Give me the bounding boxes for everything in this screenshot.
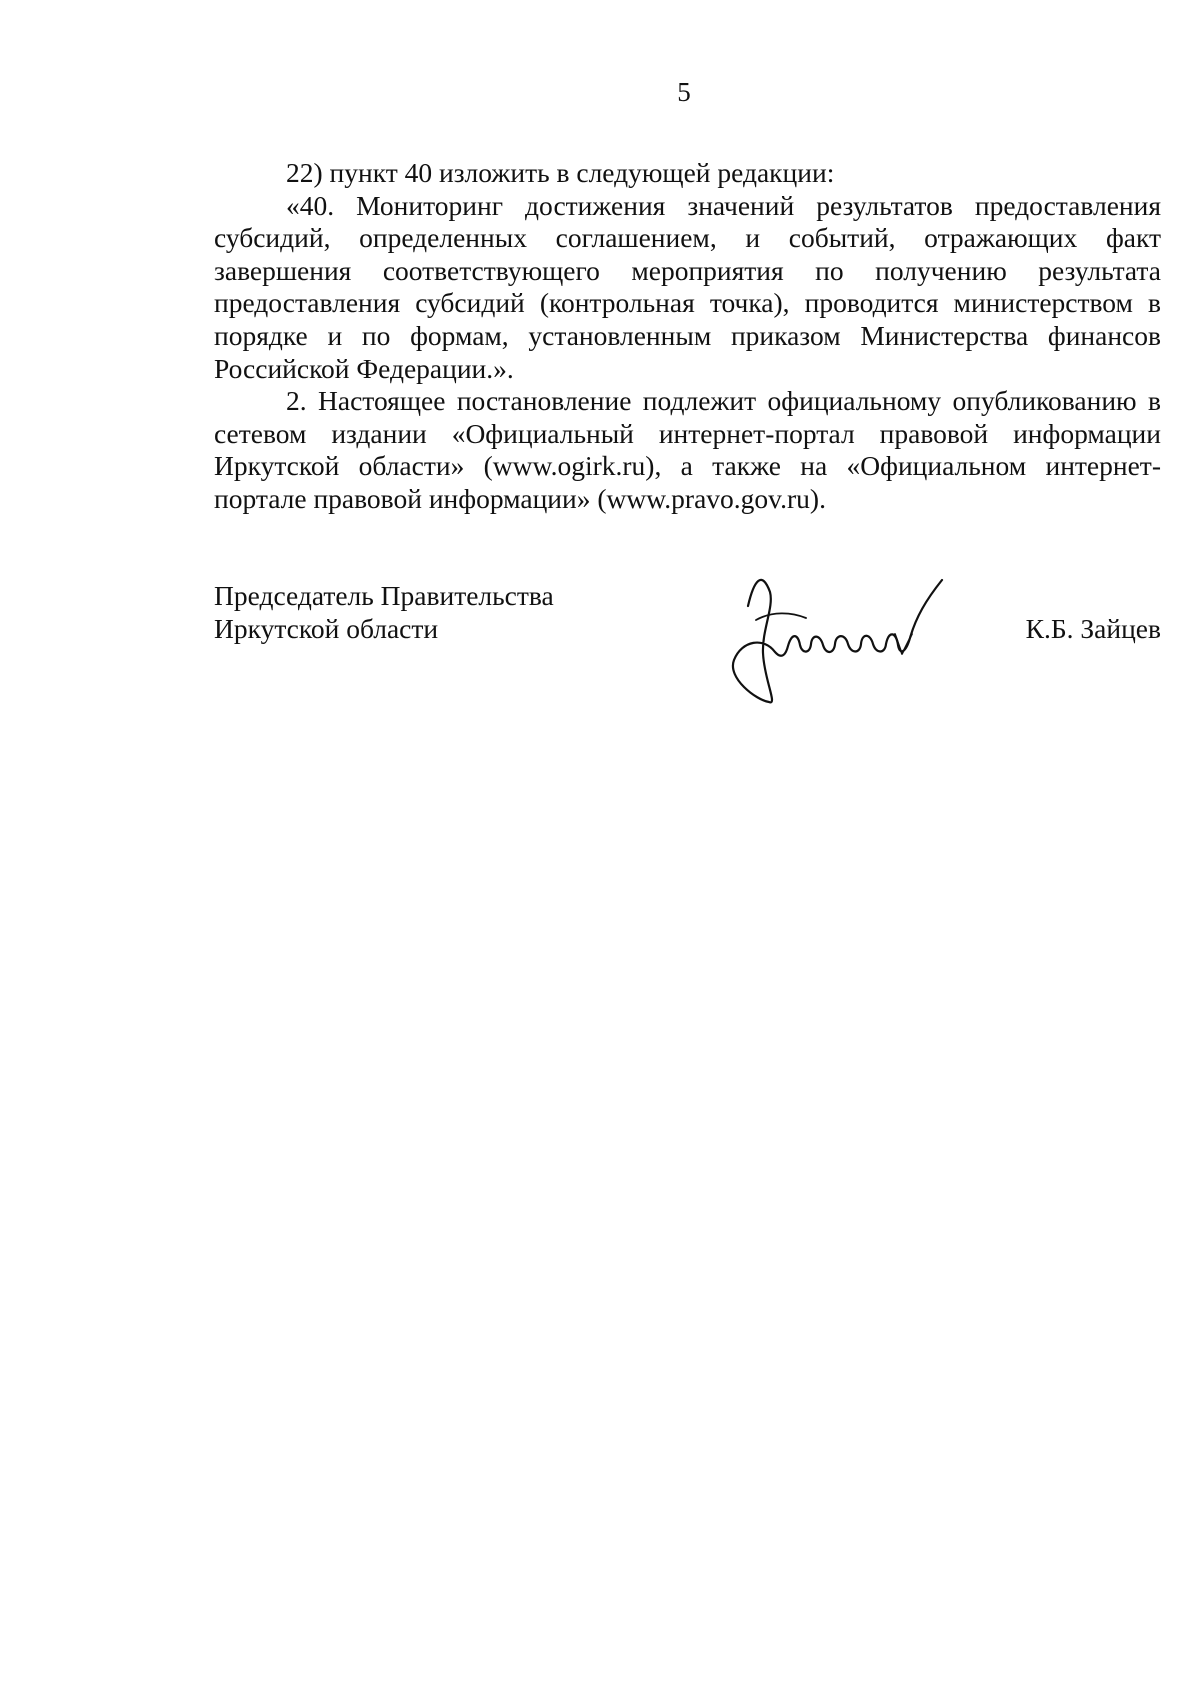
signer-position-line-1: Председатель Правительства <box>214 580 554 611</box>
paragraph-publication: 2. Настоящее постановление подлежит официальному опубликованию в сетевом издании «Официальный интернет-портал правовой информации Иркутской области» (www.ogirk.ru), а также на «Официальном интернет-портале правовой информации» (www.pravo.gov.ru). <box>214 385 1161 514</box>
document-body <box>214 157 1161 516</box>
paragraph-item-22: 22) пункт 40 изложить в следующей редакции: <box>286 157 835 188</box>
handwritten-signature <box>714 562 944 707</box>
page-number: 5 <box>677 77 691 107</box>
signer-position-line-2: Иркутской области <box>214 612 439 644</box>
signature-block <box>214 580 1161 700</box>
signature-main-stroke <box>733 580 942 702</box>
signer-name: К.Б. Зайцев <box>1025 613 1161 644</box>
signature-cross-stroke <box>756 613 806 620</box>
signer-position <box>214 580 634 645</box>
paragraph-item-40-text: «40. Мониторинг достижения значений результатов предоставления субсидий, определенных соглашением, и событий, отражающих факт завершения соответствующего мероприятия по получению результата предоставления субсидий (контрольная точка), проводится министерством в порядке и по формам, установленным приказом Министерства финансов Российской Федерации.». <box>214 189 1161 384</box>
